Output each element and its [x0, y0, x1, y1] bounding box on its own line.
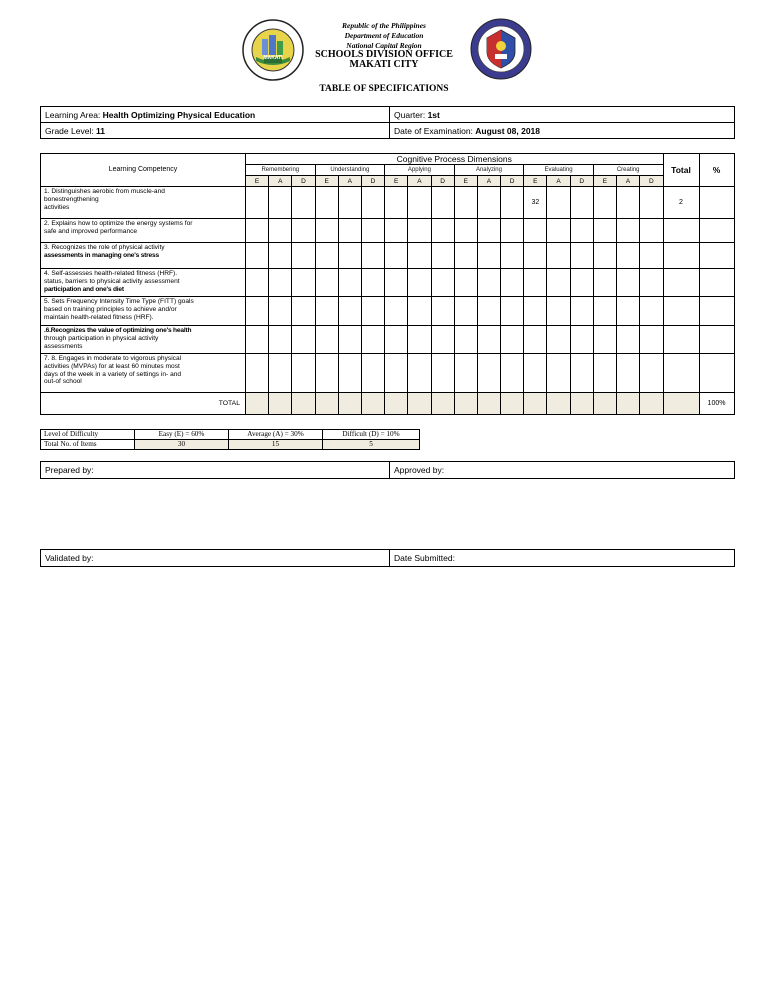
item-count-cell [593, 243, 616, 269]
table-row [41, 243, 735, 269]
item-count-cell [269, 269, 292, 297]
item-count-cell [338, 243, 361, 269]
item-count-cell [593, 326, 616, 354]
difficult-percent: Difficult (D) = 10% [323, 430, 420, 440]
exam-date-cell [390, 123, 735, 139]
item-count-cell [408, 354, 431, 393]
quarter-label: Quarter: [394, 109, 426, 120]
row-percent-cell [699, 269, 734, 297]
item-count-cell [524, 326, 547, 354]
item-count-cell [617, 354, 640, 393]
difficulty-table [40, 429, 420, 450]
table-row [41, 269, 735, 297]
item-count-cell [315, 297, 338, 326]
item-count-cell [431, 219, 454, 243]
item-count-cell [524, 243, 547, 269]
item-count-cell [292, 187, 315, 219]
item-count-cell [617, 297, 640, 326]
total-header: Total [663, 154, 699, 187]
item-count-cell [547, 269, 570, 297]
level-header-remembering: Remembering [246, 165, 316, 176]
item-count-cell [431, 354, 454, 393]
item-count-cell [315, 269, 338, 297]
item-count-cell [501, 243, 524, 269]
total-cell [663, 393, 699, 415]
competency-cell [41, 187, 246, 219]
item-count-cell [524, 297, 547, 326]
item-count-cell [570, 187, 593, 219]
sub-header-e: E [524, 176, 547, 187]
item-count-cell [292, 354, 315, 393]
total-cell [338, 393, 361, 415]
total-cell [570, 393, 593, 415]
item-count-cell [246, 187, 269, 219]
item-count-cell [477, 354, 500, 393]
total-cell [547, 393, 570, 415]
item-count-cell [640, 354, 663, 393]
item-count-cell [269, 326, 292, 354]
item-count-cell [269, 187, 292, 219]
easy-items: 30 [135, 440, 229, 450]
item-count-cell [315, 187, 338, 219]
row-percent-cell [699, 219, 734, 243]
item-count-cell [361, 326, 384, 354]
item-count-cell [501, 187, 524, 219]
item-count-cell [246, 297, 269, 326]
item-count-cell [640, 269, 663, 297]
specifications-table [40, 153, 735, 415]
item-count-cell [315, 326, 338, 354]
competency-text: bonestrengthening [44, 195, 99, 203]
item-count-cell [246, 243, 269, 269]
item-count-cell [361, 354, 384, 393]
exam-date-value: August 08, 2018 [475, 125, 541, 136]
item-count-cell [617, 187, 640, 219]
item-count-cell [385, 269, 408, 297]
item-count-cell [431, 326, 454, 354]
total-cell [315, 393, 338, 415]
item-count-cell [570, 354, 593, 393]
item-count-cell [338, 326, 361, 354]
item-count-cell [315, 354, 338, 393]
learning-area-value: Health Optimizing Physical Education [102, 109, 256, 120]
competency-text: maintain health-related fitness (HRF). [44, 313, 154, 321]
item-count-cell [361, 269, 384, 297]
competency-text: safe and improved performance [44, 227, 138, 235]
item-count-cell [408, 326, 431, 354]
total-cell [408, 393, 431, 415]
item-count-cell [246, 219, 269, 243]
item-count-cell [338, 219, 361, 243]
item-count-cell [385, 326, 408, 354]
competency-cell [41, 326, 246, 354]
item-count-cell [617, 219, 640, 243]
prepared-by-label: Prepared by: [41, 462, 390, 479]
row-total-cell [663, 243, 699, 269]
item-count-cell [454, 297, 477, 326]
item-count-cell [501, 219, 524, 243]
item-count-cell [477, 187, 500, 219]
item-count-cell [408, 269, 431, 297]
document-title: TABLE OF SPECIFICATIONS [319, 84, 449, 94]
grade-level-value: 11 [96, 125, 106, 136]
competency-text: 7. 8. Engages in moderate to vigorous physical [44, 355, 182, 362]
item-count-cell [385, 297, 408, 326]
sub-header-a: A [477, 176, 500, 187]
item-count-cell [361, 219, 384, 243]
item-count-cell [477, 243, 500, 269]
sub-header-e: E [385, 176, 408, 187]
item-count-cell [338, 187, 361, 219]
prepared-approved-table [40, 461, 735, 479]
validated-submitted-table [40, 549, 735, 567]
item-count-cell [570, 326, 593, 354]
total-cell [361, 393, 384, 415]
item-count-cell [547, 326, 570, 354]
item-count-cell [361, 297, 384, 326]
item-count-cell [431, 243, 454, 269]
item-count-cell [385, 243, 408, 269]
competency-header: Learning Competency [41, 154, 246, 187]
competency-text: 4. Self-assesses health-related fitness (HRF). [44, 270, 178, 277]
item-count-cell [269, 297, 292, 326]
total-cell [617, 393, 640, 415]
sub-header-e: E [246, 176, 269, 187]
item-count-cell [246, 326, 269, 354]
item-count-cell [408, 243, 431, 269]
item-count-cell [292, 326, 315, 354]
exam-date-label: Date of Examination: [394, 125, 473, 136]
item-count-cell [477, 297, 500, 326]
item-count-cell [454, 354, 477, 393]
item-count-cell [524, 269, 547, 297]
item-count-cell [547, 187, 570, 219]
total-percent-cell: 100% [699, 393, 734, 415]
competency-bold-text: .6.Recognizes the value of optimizing one's health [44, 327, 192, 334]
total-cell [640, 393, 663, 415]
easy-percent: Easy (E) = 60% [135, 430, 229, 440]
item-count-cell [477, 219, 500, 243]
total-cell [385, 393, 408, 415]
header-republic: Republic of the Philippines [342, 21, 426, 30]
sub-header-a: A [547, 176, 570, 187]
item-count-cell [617, 243, 640, 269]
difficulty-level-label: Level of Difficulty [41, 430, 135, 440]
row-total-cell [663, 219, 699, 243]
item-count-cell [269, 243, 292, 269]
sub-header-a: A [408, 176, 431, 187]
item-count-cell [361, 187, 384, 219]
seal-makati-text: MAKATI [263, 55, 283, 61]
item-count-cell [593, 187, 616, 219]
item-count-cell [431, 297, 454, 326]
sub-header-d: D [640, 176, 663, 187]
total-cell [593, 393, 616, 415]
item-count-cell [547, 354, 570, 393]
competency-text: 5. Sets Frequency Intensity Time Type (FITT) goals [44, 298, 194, 305]
sub-header-d: D [501, 176, 524, 187]
item-count-cell [640, 187, 663, 219]
item-count-cell [315, 243, 338, 269]
item-count-cell [547, 297, 570, 326]
table-row [41, 326, 735, 354]
competency-text: days of the week in a variety of settings in- and [44, 370, 182, 378]
item-count-cell [269, 354, 292, 393]
item-count-cell [477, 269, 500, 297]
item-count-cell [454, 243, 477, 269]
total-row [41, 393, 735, 415]
item-count-cell [269, 219, 292, 243]
item-count-cell [385, 187, 408, 219]
item-count-cell [292, 269, 315, 297]
total-cell [431, 393, 454, 415]
competency-text: status, barriers to physical activity assessment [44, 277, 180, 285]
item-count-cell [385, 219, 408, 243]
item-count-cell [431, 269, 454, 297]
item-count-cell [454, 326, 477, 354]
item-count-cell [246, 354, 269, 393]
quarter-value: 1st [427, 109, 440, 120]
cognitive-dimensions-header: Cognitive Process Dimensions [246, 154, 664, 165]
total-cell [292, 393, 315, 415]
item-count-cell [570, 269, 593, 297]
total-cell [269, 393, 292, 415]
sub-header-e: E [315, 176, 338, 187]
item-count-cell [292, 243, 315, 269]
level-header-analyzing: Analyzing [454, 165, 524, 176]
item-count-cell [593, 354, 616, 393]
level-header-creating: Creating [593, 165, 663, 176]
table-row [41, 297, 735, 326]
total-cell [524, 393, 547, 415]
item-count-cell [570, 243, 593, 269]
item-count-cell [315, 219, 338, 243]
item-count-cell [640, 326, 663, 354]
item-count-cell: 32 [524, 187, 547, 219]
item-count-cell [246, 269, 269, 297]
item-count-cell [338, 297, 361, 326]
sub-header-d: D [570, 176, 593, 187]
item-count-cell [524, 219, 547, 243]
grade-level-label: Grade Level: [45, 125, 94, 136]
sub-header-a: A [338, 176, 361, 187]
item-count-cell [454, 269, 477, 297]
item-count-cell [408, 219, 431, 243]
quarter-cell [390, 107, 735, 123]
item-count-cell [431, 187, 454, 219]
validated-by-label: Validated by: [41, 550, 390, 567]
item-count-cell [570, 219, 593, 243]
competency-text: 2. Explains how to optimize the energy systems for [44, 220, 193, 227]
item-count-cell [547, 219, 570, 243]
total-cell [501, 393, 524, 415]
level-header-applying: Applying [385, 165, 455, 176]
learning-area-label: Learning Area: [45, 109, 101, 120]
row-percent-cell [699, 354, 734, 393]
sub-header-d: D [431, 176, 454, 187]
item-count-cell [338, 269, 361, 297]
difficult-items: 5 [323, 440, 420, 450]
competency-text: activities (MVPAs) for at least 60 minutes most [44, 362, 180, 370]
total-cell [246, 393, 269, 415]
sub-header-e: E [593, 176, 616, 187]
item-count-cell [292, 297, 315, 326]
sub-header-d: D [361, 176, 384, 187]
competency-text: out-of school [44, 378, 82, 386]
row-total-cell [663, 354, 699, 393]
row-total-cell: 2 [663, 187, 699, 219]
percent-header: % [699, 154, 734, 187]
item-count-cell [640, 297, 663, 326]
table-row [41, 354, 735, 393]
item-count-cell [361, 243, 384, 269]
item-count-cell [338, 354, 361, 393]
item-count-cell [408, 187, 431, 219]
sub-header-a: A [269, 176, 292, 187]
item-count-cell [640, 243, 663, 269]
item-count-cell [570, 297, 593, 326]
total-cell [454, 393, 477, 415]
grade-level-cell [41, 123, 390, 139]
header-city: MAKATI CITY [349, 59, 419, 70]
competency-text: through participation in physical activity [44, 334, 159, 342]
item-count-cell [408, 297, 431, 326]
item-count-cell [292, 219, 315, 243]
row-percent-cell [699, 326, 734, 354]
item-count-cell [617, 269, 640, 297]
item-count-cell [477, 326, 500, 354]
row-percent-cell [699, 187, 734, 219]
total-label: TOTAL [41, 393, 246, 415]
header-office: SCHOOLS DIVISION OFFICE [315, 49, 453, 60]
competency-bold-text: assessments in managing one's stress [44, 251, 159, 259]
level-header-understanding: Understanding [315, 165, 385, 176]
item-count-cell [501, 354, 524, 393]
competency-text: based on training principles to achieve and/or [44, 305, 177, 313]
item-count-cell [501, 269, 524, 297]
item-count-cell [593, 269, 616, 297]
average-percent: Average (A) = 30% [229, 430, 323, 440]
item-count-cell [640, 219, 663, 243]
item-count-cell [454, 219, 477, 243]
competency-text: assessments [44, 342, 83, 350]
item-count-cell [385, 354, 408, 393]
competency-bold-text: participation and one's diet [44, 285, 124, 293]
competency-text: 3. Recognizes the role of physical activity [44, 244, 165, 251]
row-total-cell [663, 297, 699, 326]
header-region: National Capital Region [346, 41, 422, 50]
competency-cell [41, 243, 246, 269]
competency-cell [41, 219, 246, 243]
info-table [40, 106, 735, 139]
row-total-cell [663, 269, 699, 297]
competency-cell [41, 354, 246, 393]
header-department: Department of Education [344, 31, 424, 40]
table-row [41, 187, 735, 219]
sub-header-e: E [454, 176, 477, 187]
learning-area-cell [41, 107, 390, 123]
row-total-cell [663, 326, 699, 354]
competency-text: 1. Distinguishes aerobic from muscle-and [44, 188, 165, 195]
item-count-cell [524, 354, 547, 393]
sub-header-d: D [292, 176, 315, 187]
row-percent-cell [699, 243, 734, 269]
item-count-cell [593, 297, 616, 326]
item-count-cell [547, 243, 570, 269]
table-row [41, 219, 735, 243]
item-count-cell [617, 326, 640, 354]
average-items: 15 [229, 440, 323, 450]
item-count-cell [593, 219, 616, 243]
sub-header-a: A [617, 176, 640, 187]
row-percent-cell [699, 297, 734, 326]
item-count-cell [501, 297, 524, 326]
competency-text: activities [44, 203, 70, 211]
item-count-cell [501, 326, 524, 354]
date-submitted-label: Date Submitted: [390, 550, 735, 567]
level-header-evaluating: Evaluating [524, 165, 594, 176]
competency-cell [41, 297, 246, 326]
total-items-label: Total No. of Items [41, 440, 135, 450]
competency-cell [41, 269, 246, 297]
item-count-cell [454, 187, 477, 219]
approved-by-label: Approved by: [390, 462, 735, 479]
total-cell [477, 393, 500, 415]
